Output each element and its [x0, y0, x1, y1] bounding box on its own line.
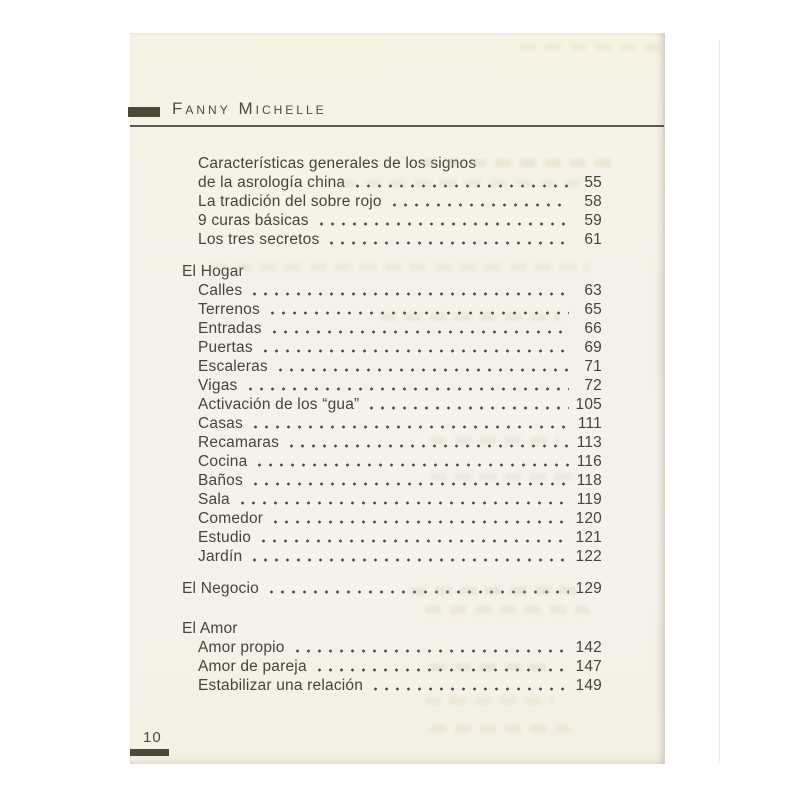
toc-entry	[182, 173, 602, 192]
toc-entry	[182, 452, 602, 471]
dot-leader	[269, 319, 569, 338]
dot-leader	[267, 300, 569, 319]
page-number: 10	[143, 729, 162, 746]
dot-leader	[249, 281, 569, 300]
toc-entry	[182, 676, 602, 695]
toc-entry	[182, 638, 602, 657]
toc-entry-page: 69	[584, 339, 602, 356]
toc-entry-label: Estabilizar una relación	[198, 677, 364, 694]
toc-entry-label: Comedor	[198, 510, 264, 527]
toc-entry-label: Vigas	[198, 377, 238, 394]
toc-entry-page: 66	[584, 320, 602, 337]
toc-entry-page: 121	[575, 529, 602, 546]
dot-leader	[237, 490, 569, 509]
toc-entry	[182, 433, 602, 452]
dot-leader	[292, 638, 569, 657]
toc-entry-page: 142	[575, 639, 602, 656]
toc-entry	[182, 395, 602, 414]
toc-entry-label: El Negocio	[182, 580, 259, 597]
toc-entry-page: 58	[584, 193, 602, 210]
toc-entry-label: Jardín	[198, 548, 243, 565]
toc-entry-label: Terrenos	[198, 301, 260, 318]
toc-entry	[182, 619, 602, 638]
toc-entry-label: La tradición del sobre rojo	[198, 193, 382, 210]
dot-leader	[250, 471, 569, 490]
toc-entry-label: de la asrología china	[198, 174, 346, 191]
toc-entry-page: 122	[575, 548, 602, 565]
header-accent-bar	[128, 107, 160, 117]
toc-entry-page: 105	[575, 396, 602, 413]
toc-entry	[182, 414, 602, 433]
bleedthrough-smudge	[430, 725, 570, 733]
toc-entry	[182, 338, 602, 357]
toc-entry	[182, 357, 602, 376]
toc-entry	[182, 262, 602, 281]
toc-entry-page: 55	[584, 174, 602, 191]
toc-entry-label: 9 curas básicas	[198, 212, 309, 229]
toc-entry	[182, 579, 602, 598]
toc-entry-label: Casas	[198, 415, 243, 432]
toc-entry-label: El Hogar	[182, 263, 244, 280]
toc-entry-label: Recamaras	[198, 434, 280, 451]
toc-entry-label: Calles	[198, 282, 243, 299]
toc-entry-label: Estudio	[198, 529, 252, 546]
toc-entry-label: Entradas	[198, 320, 262, 337]
toc-entry-label: Activación de los “gua”	[198, 396, 360, 413]
toc-entry-label: Características generales de los signos	[198, 155, 477, 172]
dot-leader	[326, 230, 569, 249]
toc-entry-page: 61	[584, 231, 602, 248]
toc-entry-label: Los tres secretos	[198, 231, 320, 248]
toc-entry	[182, 300, 602, 319]
toc-entry-page: 63	[584, 282, 602, 299]
table-of-contents	[182, 154, 602, 695]
footer-accent-bar	[130, 749, 169, 756]
toc-entry-page: 149	[575, 677, 602, 694]
dot-leader	[254, 452, 569, 471]
toc-entry	[182, 657, 602, 676]
running-header-title: Fanny Michelle	[172, 99, 327, 118]
toc-entry-page: 120	[575, 510, 602, 527]
bleedthrough-smudge	[520, 43, 670, 51]
toc-entry-label: Baños	[198, 472, 243, 489]
toc-entry-label: El Amor	[182, 620, 238, 637]
toc-entry	[182, 547, 602, 566]
header-rule	[130, 125, 664, 127]
toc-entry	[182, 230, 602, 249]
toc-entry-page: 65	[584, 301, 602, 318]
toc-entry-label: Amor de pareja	[198, 658, 307, 675]
toc-entry-label: Cocina	[198, 453, 248, 470]
dot-leader	[389, 192, 569, 211]
toc-entry-page: 111	[577, 415, 602, 432]
toc-entry	[182, 192, 602, 211]
toc-entry	[182, 490, 602, 509]
dot-leader	[250, 414, 569, 433]
dot-leader	[366, 395, 569, 414]
toc-entry-label: Amor propio	[198, 639, 285, 656]
toc-entry-label: Puertas	[198, 339, 253, 356]
book-page	[130, 33, 665, 764]
toc-entry	[182, 281, 602, 300]
toc-entry	[182, 211, 602, 230]
dot-leader	[314, 657, 569, 676]
toc-entry	[182, 528, 602, 547]
dot-leader	[316, 211, 569, 230]
book-cover-edge-line	[719, 40, 720, 762]
toc-entry-page: 118	[576, 472, 602, 489]
toc-entry	[182, 376, 602, 395]
toc-entry-label: Escaleras	[198, 358, 268, 375]
dot-leader	[370, 676, 569, 695]
dot-leader	[270, 509, 569, 528]
dot-leader	[275, 357, 569, 376]
dot-leader	[286, 433, 569, 452]
toc-entry-label: Sala	[198, 491, 230, 508]
dot-leader	[258, 528, 569, 547]
dot-leader	[245, 376, 570, 395]
toc-entry-page: 129	[575, 580, 602, 597]
toc-entry	[182, 509, 602, 528]
toc-entry	[182, 319, 602, 338]
dot-leader	[352, 173, 569, 192]
dot-leader	[266, 579, 569, 598]
toc-entry-page: 71	[584, 358, 602, 375]
toc-entry	[182, 471, 602, 490]
toc-entry-page: 72	[584, 377, 602, 394]
toc-entry-page: 116	[576, 453, 602, 470]
toc-entry-page: 113	[576, 434, 602, 451]
toc-entry	[182, 154, 602, 173]
dot-leader	[249, 547, 569, 566]
toc-entry-page: 147	[575, 658, 602, 675]
toc-entry-page: 59	[584, 212, 602, 229]
toc-entry-page: 119	[576, 491, 602, 508]
dot-leader	[260, 338, 569, 357]
bleedthrough-smudge	[425, 697, 555, 705]
